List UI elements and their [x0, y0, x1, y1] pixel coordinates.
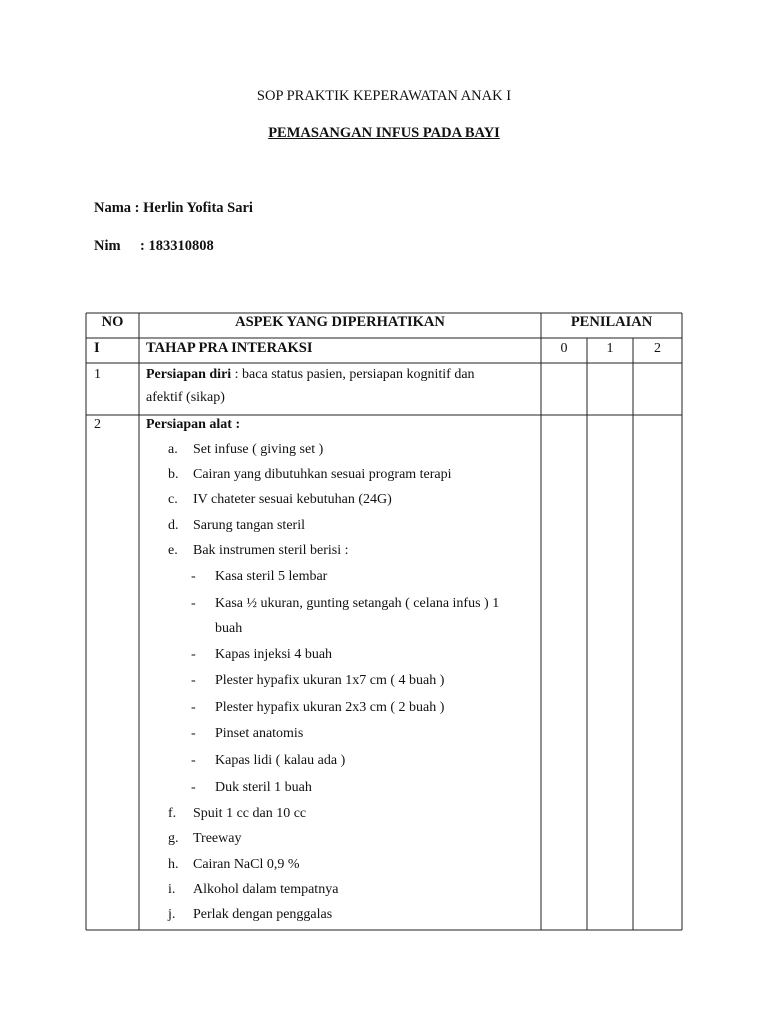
row-heading: Persiapan alat :	[146, 417, 241, 432]
sub-item: Plester hypafix ukuran 1x7 cm ( 4 buah )	[215, 673, 445, 688]
list-marker: g.	[168, 831, 179, 846]
list-item: Set infuse ( giving set )	[193, 442, 324, 457]
section-label: TAHAP PRA INTERAKSI	[146, 340, 313, 356]
row-no: 2	[94, 417, 101, 432]
list-marker: a.	[168, 442, 178, 457]
header-penilaian: PENILAIAN	[570, 314, 653, 330]
score-2: 2	[654, 341, 661, 356]
list-item: Perlak dengan penggalas	[193, 907, 333, 922]
sub-marker: -	[191, 780, 196, 795]
nim-value: : 183310808	[140, 238, 214, 254]
row-text-line1	[146, 367, 475, 383]
nim-label: Nim	[94, 238, 121, 254]
sub-marker: -	[191, 673, 196, 688]
list-marker: b.	[168, 467, 179, 482]
list-item: Sarung tangan steril	[193, 518, 305, 533]
document-title: SOP PRAKTIK KEPERAWATAN ANAK I	[256, 88, 512, 104]
sub-marker: -	[191, 647, 196, 662]
list-item: Cairan NaCl 0,9 %	[193, 857, 300, 872]
header-no: NO	[101, 314, 124, 330]
list-marker: c.	[168, 492, 178, 507]
row-text-line2: afektif (sikap)	[146, 390, 225, 405]
sub-item: Kasa ½ ukuran, gunting setangah ( celana infus ) 1	[215, 596, 500, 611]
list-marker: d.	[168, 518, 179, 533]
list-marker: e.	[168, 543, 178, 558]
row-text: : baca status pasien, persiapan kognitif dan	[231, 367, 475, 382]
sub-marker: -	[191, 753, 196, 768]
student-name: Nama : Herlin Yofita Sari	[94, 200, 253, 216]
sub-item: Plester hypafix ukuran 2x3 cm ( 2 buah )	[215, 700, 445, 715]
sub-marker: -	[191, 700, 196, 715]
list-item: Alkohol dalam tempatnya	[193, 882, 339, 897]
row-bold-label: Persiapan diri	[146, 367, 232, 382]
list-marker: h.	[168, 857, 179, 872]
sub-item-continuation: buah	[215, 621, 243, 636]
list-item: IV chateter sesuai kebutuhan (24G)	[193, 492, 392, 507]
list-item: Spuit 1 cc dan 10 cc	[193, 806, 307, 821]
sub-item: Duk steril 1 buah	[215, 780, 312, 795]
section-no: I	[94, 340, 100, 356]
list-item: Cairan yang dibutuhkan sesuai program terapi	[193, 467, 452, 482]
sub-marker: -	[191, 726, 196, 741]
list-item: Treeway	[193, 831, 242, 846]
list-item: Bak instrumen steril berisi :	[193, 543, 349, 558]
row-no: 1	[94, 367, 101, 382]
sub-marker: -	[191, 569, 196, 584]
sub-item: Kapas injeksi 4 buah	[215, 647, 333, 662]
sub-item: Kasa steril 5 lembar	[215, 569, 328, 584]
sub-item: Kapas lidi ( kalau ada )	[215, 753, 346, 768]
score-1: 1	[606, 341, 614, 356]
header-aspek: ASPEK YANG DIPERHATIKAN	[235, 314, 445, 330]
list-marker: j.	[168, 907, 176, 922]
sub-item: Pinset anatomis	[215, 726, 304, 741]
list-marker: f.	[168, 806, 177, 821]
sub-marker: -	[191, 596, 196, 611]
document-subtitle: PEMASANGAN INFUS PADA BAYI	[268, 125, 500, 141]
list-marker: i.	[168, 882, 176, 897]
score-0: 0	[560, 341, 568, 356]
